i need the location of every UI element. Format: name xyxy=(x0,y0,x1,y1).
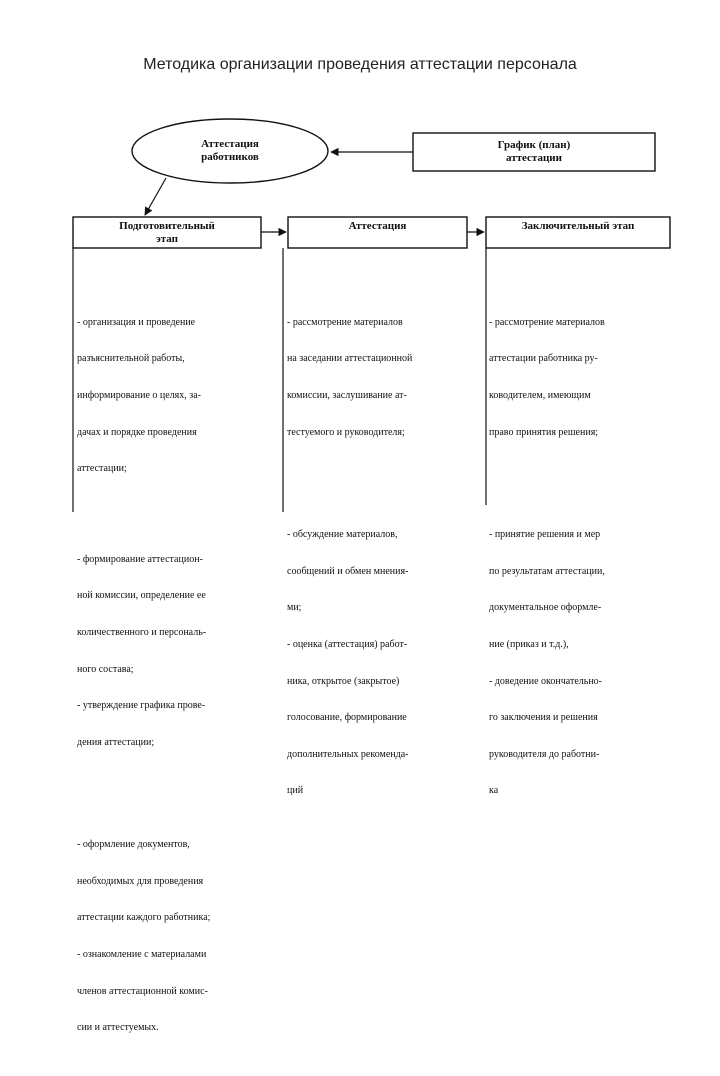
ellipse-to-stage1-arrow xyxy=(145,178,166,215)
prep-b3-line: - ознакомление с материалами xyxy=(77,948,207,960)
prep-b1-line: дачах и порядке проведения xyxy=(77,426,197,438)
ellipse-line-2: работников xyxy=(201,151,259,163)
att-b2-line: ника, открытое (закрытое) xyxy=(287,675,400,687)
fin-b1-line: ководителем, имеющим xyxy=(489,390,591,402)
page-title: Методика организации проведения аттестации персонала xyxy=(143,56,577,73)
stage-label-preparatory xyxy=(73,220,261,246)
ellipse-label xyxy=(150,138,310,164)
fin-block-1 xyxy=(489,292,689,463)
fin-b1-line: - рассмотрение материалов xyxy=(489,316,605,328)
ellipse-line-1: Аттестация xyxy=(201,138,259,150)
prep-b3-line: аттестации каждого работника; xyxy=(77,912,211,924)
prep-b1-line: аттестации; xyxy=(77,463,127,475)
prep-b1-line: разъяснительной работы, xyxy=(77,353,185,365)
prep-b2-line: - формирование аттестацион- xyxy=(77,553,203,565)
fin-block-2 xyxy=(489,505,689,822)
att-b2-line: дополнительных рекоменда- xyxy=(287,748,409,760)
stage3-line-1: Заключительный этап xyxy=(521,220,635,232)
att-b2-line: - оценка (аттестация) работ- xyxy=(287,638,408,650)
att-b2-line: сообщений и обмен мнения- xyxy=(287,565,409,577)
plan-line-1: График (план) xyxy=(497,139,571,151)
prep-b1-line: информирование о целях, за- xyxy=(77,390,201,402)
fin-b2-line: ка xyxy=(489,785,499,797)
prep-b2-line: дения аттестации; xyxy=(77,736,155,748)
att-b1-line: комиссии, заслушивание ат- xyxy=(287,390,407,402)
column-final xyxy=(489,268,689,839)
fin-b2-line: ние (приказ и т.д.), xyxy=(489,638,569,650)
att-b2-line: ций xyxy=(287,785,304,797)
fin-b2-line: документальное оформле- xyxy=(489,602,602,614)
stage-label-attestation xyxy=(288,220,467,233)
fin-b1-line: аттестации работника ру- xyxy=(489,353,598,365)
prep-b2-line: ной комиссии, определение ее xyxy=(77,590,206,602)
att-b2-line: ми; xyxy=(287,602,302,614)
att-block-2 xyxy=(287,505,485,822)
fin-b2-line: - принятие решения и мер xyxy=(489,529,601,541)
prep-block-2 xyxy=(77,529,282,773)
prep-b1-line: - организация и проведение xyxy=(77,316,196,328)
fin-b2-line: - доведение окончательно- xyxy=(489,675,603,687)
fin-b2-line: по результатам аттестации, xyxy=(489,565,605,577)
fin-b2-line: руководителя до работни- xyxy=(489,748,600,760)
prep-b3-line: членов аттестационной комис- xyxy=(77,985,208,997)
prep-b2-line: количественного и персональ- xyxy=(77,626,207,638)
prep-b3-line: сии и аттестуемых. xyxy=(77,1022,159,1034)
att-b1-line: на заседании аттестационной xyxy=(287,353,413,365)
fin-b1-line: право принятия решения; xyxy=(489,426,599,438)
plan-box-label xyxy=(413,139,655,165)
stage1-line-2: этап xyxy=(156,233,178,245)
prep-b3-line: необходимых для проведения xyxy=(77,875,204,887)
att-b2-line: голосование, формирование xyxy=(287,712,407,724)
stage1-line-1: Подготовительный xyxy=(119,220,215,232)
att-b2-line: - обсуждение материалов, xyxy=(287,529,398,541)
prep-b2-line: - утверждение графика прове- xyxy=(77,700,206,712)
prep-block-1 xyxy=(77,292,282,499)
att-b1-line: тестуемого и руководителя; xyxy=(287,426,405,438)
column-preparatory xyxy=(77,268,282,1076)
att-block-1 xyxy=(287,292,485,463)
column-attestation xyxy=(287,268,485,839)
prep-b2-line: ного состава; xyxy=(77,663,134,675)
att-b1-line: - рассмотрение материалов xyxy=(287,316,403,328)
fin-b2-line: го заключения и решения xyxy=(489,712,598,724)
prep-block-3 xyxy=(77,815,282,1059)
stage-label-final xyxy=(486,220,670,233)
stage2-line-1: Аттестация xyxy=(348,220,407,232)
prep-b3-line: - оформление документов, xyxy=(77,839,190,851)
plan-line-2: аттестации xyxy=(506,152,562,164)
